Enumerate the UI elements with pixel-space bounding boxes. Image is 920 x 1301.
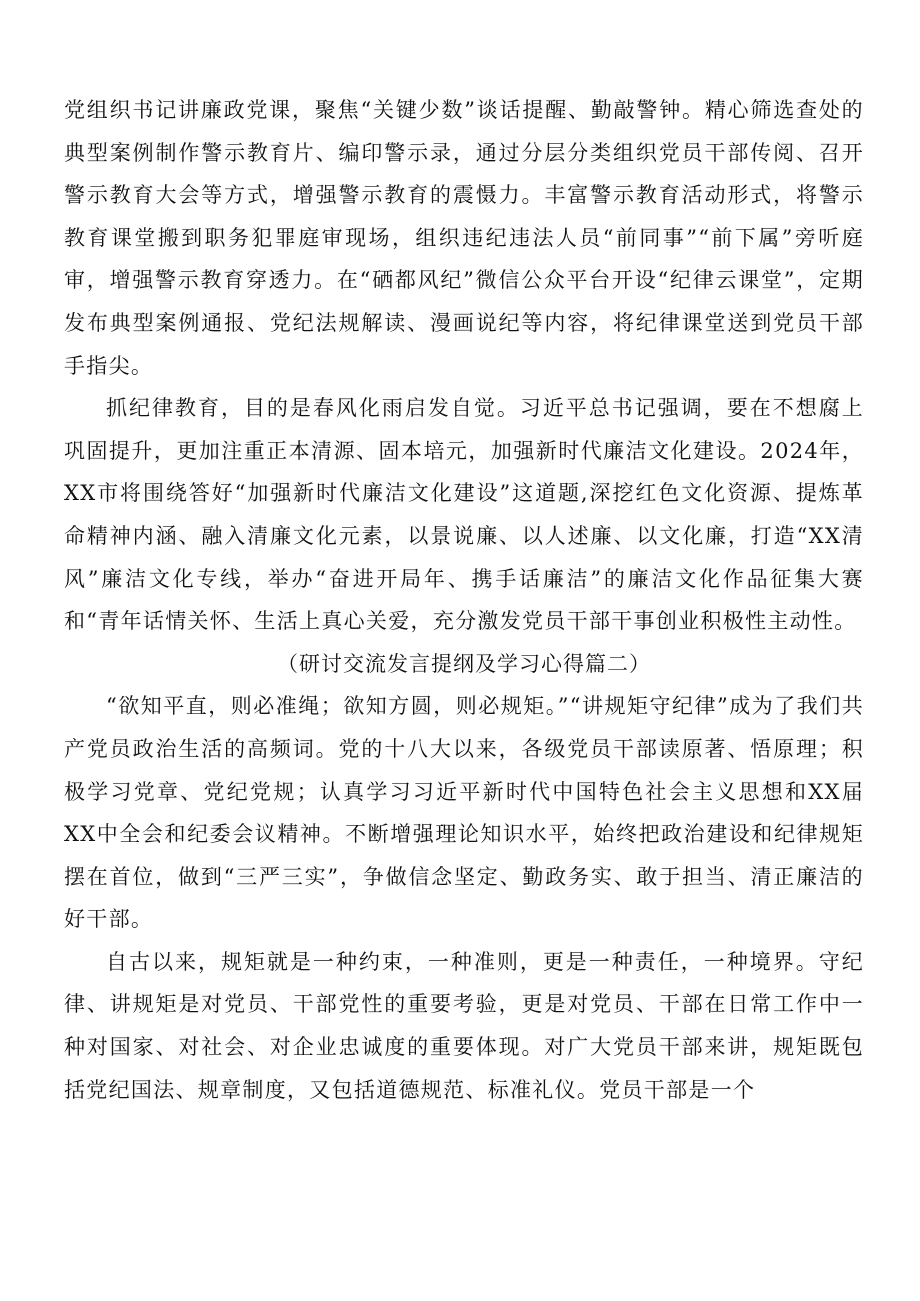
paragraph-rules-and-discipline: “欲知平直，则必准绳；欲知方圆，则必规矩。”“讲规矩守纪律”成为了我们共产党员政治生活的高频词。党的十八大以来，各级党员干部读原著、悟原理；积极学习党章、党纪党规；认真学习习近平新时代中国特色社会主义思想和XX届XX中全会和纪委会议精神。不断增强理论知识水平，始终把政治建设和纪律规矩摆在首位，做到“三严三实”，争做信念坚定、勤政务实、敢于担当、清正廉洁的好干部。 xyxy=(64,694,864,932)
paragraph-since-ancient-times: 自古以来，规矩就是一种约束，一种准则，更是一种责任，一种境界。守纪律、讲规矩是对党员、干部党性的重要考验，更是对党员、干部在日常工作中一种对国家、对社会、对企业忠诚度的重要体现。对广大党员干部来讲，规矩既包括党纪国法、规章制度，又包括道德规范、标准礼仪。党员干部是一个 xyxy=(64,949,864,1102)
section-heading: （研讨交流发言提纲及学习心得篇二） xyxy=(277,651,651,676)
paragraph-discipline-education: 抓纪律教育，目的是春风化雨启发自觉。习近平总书记强调，要在不想腐上巩固提升，更加注重正本清源、固本培元，加强新时代廉洁文化建设。2024年，XX市将围绕答好“加强新时代廉洁文化建设”这道题,深挖红色文化资源、提炼革命精神内涵、融入清廉文化元素，以景说廉、以人述廉、以文化廉，打造“XX清风”廉洁文化专线，举办“奋进开局年、携手话廉洁”的廉洁文化作品征集大赛和“青年话情关怀、生活上真心关爱，充分激发党员干部干事创业积极性主动性。 xyxy=(64,396,864,634)
paragraph-warning-education: 党组织书记讲廉政党课，聚焦“关键少数”谈话提醒、勤敲警钟。精心筛选查处的典型案例制作警示教育片、编印警示录，通过分层分类组织党员干部传阅、召开警示教育大会等方式，增强警示教育的震慑力。丰富警示教育活动形式，将警示教育课堂搬到职务犯罪庭审现场，组织违纪违法人员“前同事”“前下属”旁听庭审，增强警示教育穿透力。在“硒都风纪”微信公众平台开设“纪律云课堂”，定期发布典型案例通报、党纪法规解读、漫画说纪等内容，将纪律课堂送到党员干部手指尖。 xyxy=(64,98,864,378)
document-page xyxy=(64,89,864,1111)
